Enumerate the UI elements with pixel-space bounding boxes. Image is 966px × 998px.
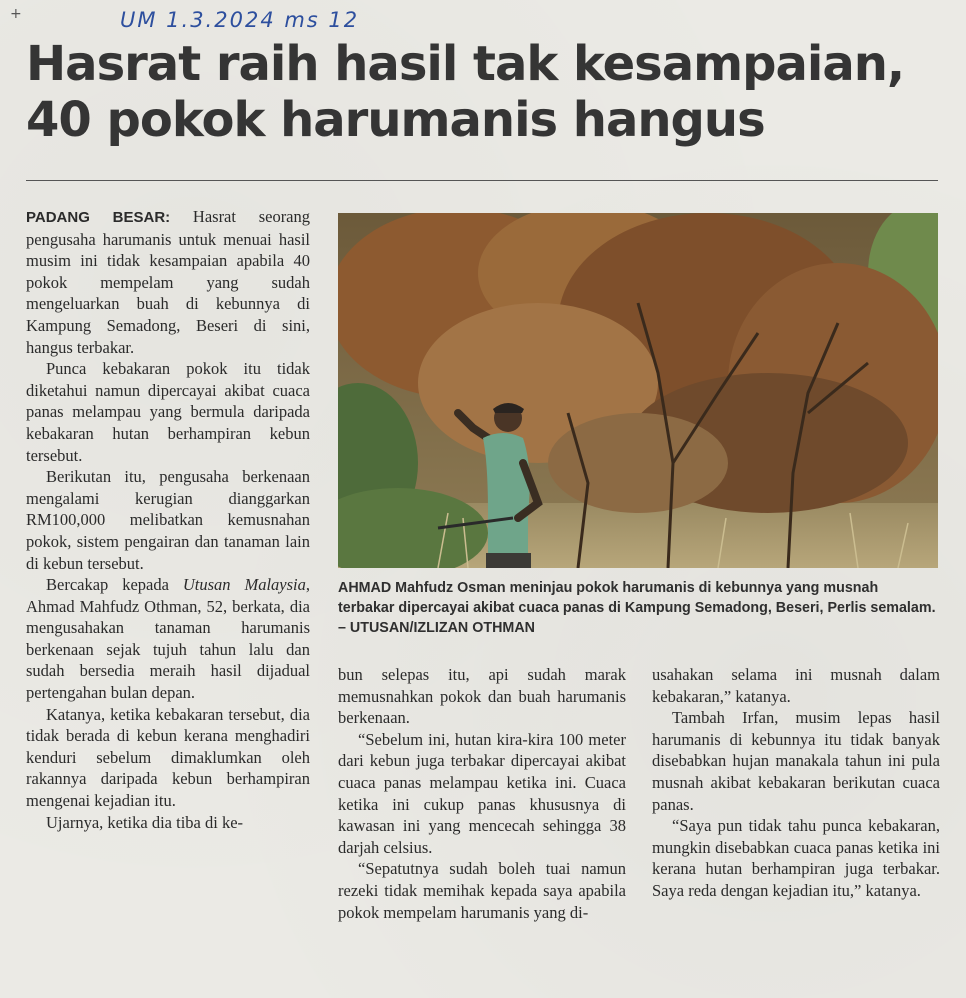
paragraph: Tambah Irfan, musim lepas hasil harumanis di kebunnya itu tidak banyak disebabkan hujan manakala tahun ini pula musnah akibat kebakaran berikutan cuaca panas.: [652, 708, 940, 814]
paragraph: bun selepas itu, api sudah marak memusnahkan pokok dan buah harumanis berkenaan.: [338, 665, 626, 728]
article-column-3: [652, 664, 940, 902]
paragraph-text: Hasrat seorang pengusaha harumanis untuk menuai hasil musim ini tidak kesampaian apabila 40 pokok mempelam yang sudah mengeluarkan buah di kebunnya di Kampung Semadong, Beseri di sini, hangus terbakar.: [26, 207, 311, 357]
paragraph: “Saya pun tidak tahu punca kebakaran, mungkin disebabkan cuaca panas ketika ini kerana hutan berhampiran juga terbakar. Saya reda dengan kejadian itu,” katanya.: [652, 816, 940, 900]
headline-line-2: 40 pokok harumanis hangus: [26, 92, 765, 148]
headline: [26, 36, 946, 148]
dateline: PADANG BESAR:: [26, 209, 171, 226]
orchard-fire-illustration: [338, 213, 938, 568]
registration-mark: +: [10, 6, 22, 22]
handwritten-date-note: UM 1.3.2024 ms 12: [120, 8, 360, 32]
photo-caption: AHMAD Mahfudz Osman meninjau pokok harumanis di kebunnya yang musnah terbakar dipercayai akibat cuaca panas di Kampung Semadong, Beseri, Perlis semalam. – UTUSAN/IZLIZAN OTHMAN: [338, 580, 936, 636]
paragraph: “Sebelum ini, hutan kira-kira 100 meter dari kebun juga terbakar dipercayai akibat cuaca panas melampau ketika ini. Cuaca ketika ini cukup panas khususnya di kawasan ini yang mencecah sehingga 38 darjah celsius.: [338, 729, 626, 857]
paragraph: Katanya, ketika kebakaran tersebut, dia tidak berada di kebun kerana menghadiri kenduri sebelum dimaklumkan oleh rakannya daripada kebun berhampiran mengenai kejadian itu.: [26, 704, 310, 811]
article-column-1: [26, 206, 310, 833]
article-column-2: [338, 664, 626, 923]
paragraph-text: Bercakap kepada: [46, 575, 183, 595]
paragraph: usahakan selama ini musnah dalam kebakaran,” katanya.: [652, 665, 940, 706]
paragraph: Berikutan itu, pengusaha berkenaan mengalami kerugian dianggarkan RM100,000 melibatkan kemusnahan pokok, sistem pengairan dan tanaman lain di kebun tersebut.: [26, 467, 310, 573]
paragraph: [26, 574, 310, 704]
paragraph: [26, 206, 310, 358]
paragraph: “Sepatutnya sudah boleh tuai namun rezeki tidak memihak kepada saya apabila pokok mempelam harumanis yang di-: [338, 859, 626, 922]
paragraph: Ujarnya, ketika dia tiba di ke-: [46, 812, 244, 832]
publication-name: Utusan Malaysia: [182, 575, 306, 595]
headline-rule: [26, 180, 938, 181]
paragraph: Punca kebakaran pokok itu tidak diketahui namun dipercayai akibat cuaca panas melampau yang bermula daripada kebakaran hutan berhampiran kebun tersebut.: [26, 359, 310, 465]
news-photo: [338, 213, 938, 568]
paragraph-text: , Ahmad Mahfudz Othman, 52, berkata, dia mengusahakan tanaman harumanis berkenaan sejak tujuh tahun lalu dan sudah bersedia meraih hasil dijadual pertengahan bulan depan.: [26, 575, 310, 703]
headline-line-1: Hasrat raih hasil tak kesampaian,: [26, 36, 905, 92]
